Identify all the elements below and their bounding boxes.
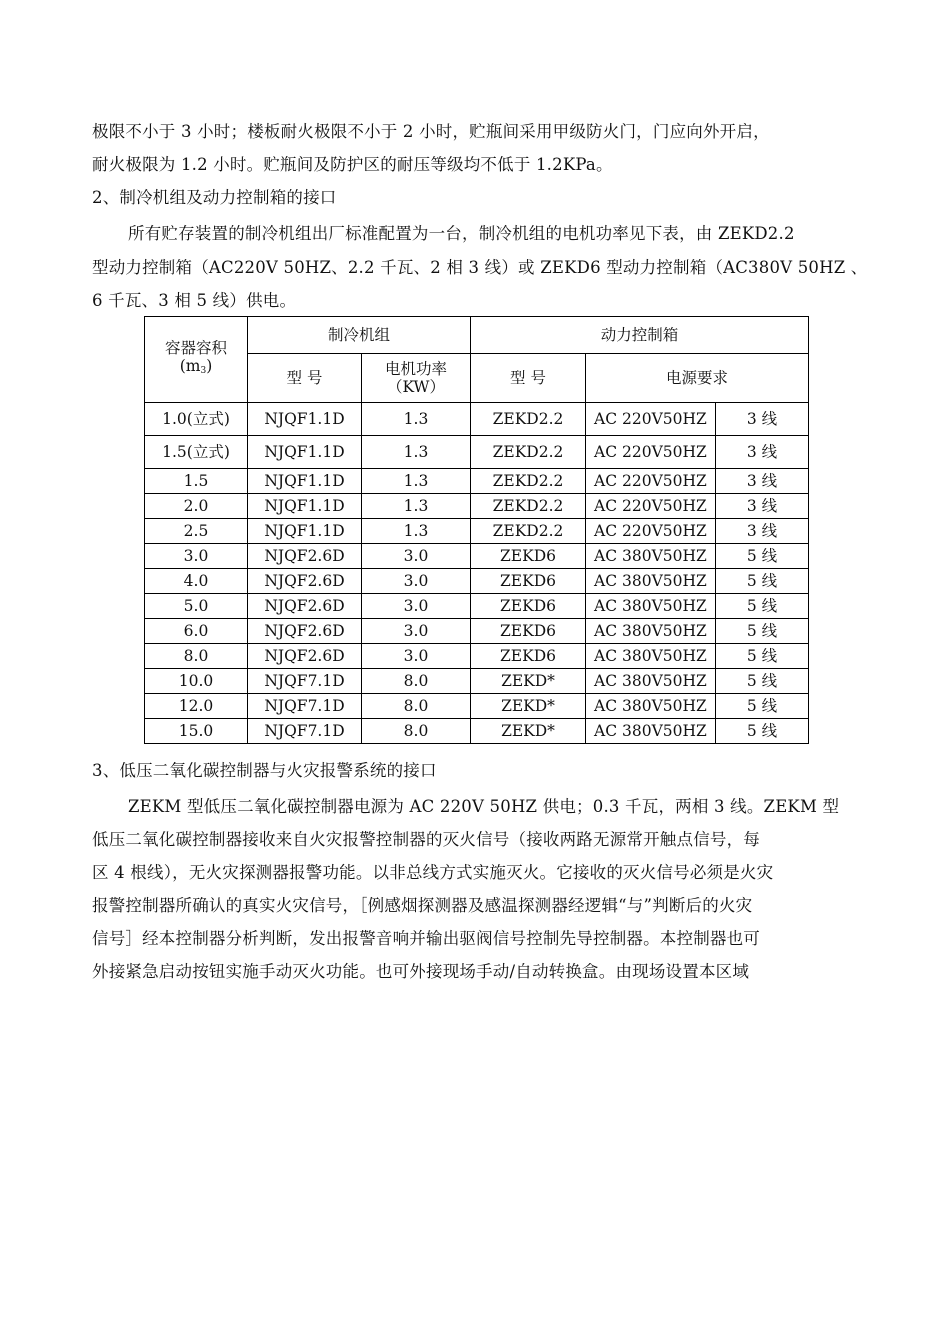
power-cell: 3.0 [362, 569, 471, 594]
box-model-cell: ZEKD6 [471, 619, 586, 644]
model-cell: NJQF7.1D [248, 694, 362, 719]
table-row [145, 669, 809, 694]
power-requirement-header: 电源要求 [586, 354, 809, 403]
supply-cell: AC 380V50HZ [586, 719, 716, 744]
wires-cell: 5 线 [716, 644, 809, 669]
power-cell: 1.3 [362, 469, 471, 494]
wires-cell: 3 线 [716, 519, 809, 544]
volume-cell: 2.0 [145, 494, 248, 519]
wires-cell: 5 线 [716, 719, 809, 744]
model-cell: NJQF2.6D [248, 569, 362, 594]
supply-cell: AC 220V50HZ [586, 494, 716, 519]
model-cell: NJQF1.1D [248, 403, 362, 436]
box-model-cell: ZEKD2.2 [471, 436, 586, 469]
volume-cell: 10.0 [145, 669, 248, 694]
volume-cell: 3.0 [145, 544, 248, 569]
power-cell: 1.3 [362, 519, 471, 544]
wires-cell: 5 线 [716, 569, 809, 594]
wires-cell: 3 线 [716, 469, 809, 494]
wires-cell: 5 线 [716, 544, 809, 569]
supply-cell: AC 380V50HZ [586, 594, 716, 619]
volume-cell: 1.5(立式) [145, 436, 248, 469]
model-cell: NJQF2.6D [248, 594, 362, 619]
model-cell: NJQF1.1D [248, 469, 362, 494]
table-row [145, 519, 809, 544]
box-model-cell: ZEKD6 [471, 544, 586, 569]
volume-header: 容器容积 [164, 339, 227, 357]
volume-cell: 1.0(立式) [145, 403, 248, 436]
section-heading-3: 3、低压二氧化碳控制器与火灾报警系统的接口 [92, 761, 437, 780]
volume-cell: 6.0 [145, 619, 248, 644]
supply-cell: AC 220V50HZ [586, 403, 716, 436]
table-row [145, 619, 809, 644]
box-model-cell: ZEKD6 [471, 644, 586, 669]
paragraph-1-line-1: 极限不小于 3 小时；楼板耐火极限不小于 2 小时，贮瓶间采用甲级防火门，门应向外开启， [92, 122, 770, 141]
volume-cell: 15.0 [145, 719, 248, 744]
box-model-cell: ZEKD2.2 [471, 519, 586, 544]
control-box-group-header: 动力控制箱 [471, 317, 809, 354]
volume-cell: 4.0 [145, 569, 248, 594]
model-cell: NJQF1.1D [248, 519, 362, 544]
supply-cell: AC 380V50HZ [586, 644, 716, 669]
wires-cell: 3 线 [716, 403, 809, 436]
table-row [145, 569, 809, 594]
table-row [145, 644, 809, 669]
section-heading-2: 2、制冷机组及动力控制箱的接口 [92, 188, 337, 207]
table-row [145, 694, 809, 719]
model-cell: NJQF1.1D [248, 494, 362, 519]
wires-cell: 5 线 [716, 594, 809, 619]
volume-cell: 2.5 [145, 519, 248, 544]
motor-power-header: 电机功率 （KW） [362, 354, 471, 403]
paragraph-2-line-3: 6 千瓦、3 相 5 线）供电。 [92, 291, 297, 310]
table-row [145, 436, 809, 469]
refrigeration-spec-table [144, 316, 809, 744]
wires-cell: 5 线 [716, 619, 809, 644]
wires-cell: 3 线 [716, 494, 809, 519]
model-cell: NJQF7.1D [248, 669, 362, 694]
supply-cell: AC 220V50HZ [586, 519, 716, 544]
power-cell: 8.0 [362, 694, 471, 719]
box-model-header: 型 号 [471, 354, 586, 403]
paragraph-2-line-1: 所有贮存装置的制冷机组出厂标准配置为一台，制冷机组的电机功率见下表，由 ZEKD2.2 [128, 224, 795, 243]
wires-cell: 5 线 [716, 694, 809, 719]
power-cell: 3.0 [362, 619, 471, 644]
table-row [145, 544, 809, 569]
supply-cell: AC 380V50HZ [586, 694, 716, 719]
table-row [145, 494, 809, 519]
volume-cell: 1.5 [145, 469, 248, 494]
model-header: 型 号 [248, 354, 362, 403]
refrigeration-group-header: 制冷机组 [248, 317, 471, 354]
paragraph-1-line-2: 耐火极限为 1.2 小时。贮瓶间及防护区的耐压等级均不低于 1.2KPa。 [92, 155, 613, 174]
box-model-cell: ZEKD* [471, 669, 586, 694]
box-model-cell: ZEKD* [471, 719, 586, 744]
supply-cell: AC 380V50HZ [586, 669, 716, 694]
model-cell: NJQF2.6D [248, 644, 362, 669]
model-cell: NJQF7.1D [248, 719, 362, 744]
volume-cell: 5.0 [145, 594, 248, 619]
supply-cell: AC 220V50HZ [586, 436, 716, 469]
power-cell: 3.0 [362, 594, 471, 619]
power-cell: 1.3 [362, 403, 471, 436]
paragraph-3-line-1: ZEKM 型低压二氧化碳控制器电源为 AC 220V 50HZ 供电；0.3 千瓦，两相 3 线。ZEKM 型 [128, 797, 840, 816]
wires-cell: 3 线 [716, 436, 809, 469]
paragraph-2-line-2: 型动力控制箱（AC220V 50HZ、2.2 千瓦、2 相 3 线）或 ZEKD6 型动力控制箱（AC380V 50HZ 、 [92, 258, 868, 277]
supply-cell: AC 220V50HZ [586, 469, 716, 494]
volume-cell: 12.0 [145, 694, 248, 719]
table-row [145, 469, 809, 494]
supply-cell: AC 380V50HZ [586, 619, 716, 644]
table-row [145, 719, 809, 744]
table-row [145, 403, 809, 436]
power-cell: 1.3 [362, 494, 471, 519]
paragraph-3-line-6: 外接紧急启动按钮实施手动灭火功能。也可外接现场手动/自动转换盒。由现场设置本区域 [92, 962, 750, 981]
volume-cell: 8.0 [145, 644, 248, 669]
supply-cell: AC 380V50HZ [586, 544, 716, 569]
supply-cell: AC 380V50HZ [586, 569, 716, 594]
volume-header-cell [145, 317, 248, 403]
paragraph-3-line-4: 报警控制器所确认的真实火灾信号，［例感烟探测器及感温探测器经逻辑“与”判断后的火灾 [92, 896, 753, 915]
model-cell: NJQF2.6D [248, 544, 362, 569]
box-model-cell: ZEKD2.2 [471, 494, 586, 519]
power-cell: 8.0 [362, 669, 471, 694]
model-cell: NJQF2.6D [248, 619, 362, 644]
wires-cell: 5 线 [716, 669, 809, 694]
power-cell: 8.0 [362, 719, 471, 744]
model-cell: NJQF1.1D [248, 436, 362, 469]
box-model-cell: ZEKD6 [471, 569, 586, 594]
volume-unit: $(m_3)$ [179, 357, 213, 376]
box-model-cell: ZEKD* [471, 694, 586, 719]
box-model-cell: ZEKD6 [471, 594, 586, 619]
power-cell: 3.0 [362, 644, 471, 669]
power-cell: 3.0 [362, 544, 471, 569]
paragraph-3-line-2: 低压二氧化碳控制器接收来自火灾报警控制器的灭火信号（接收两路无源常开触点信号，每 [92, 830, 760, 849]
box-model-cell: ZEKD2.2 [471, 403, 586, 436]
power-cell: 1.3 [362, 436, 471, 469]
paragraph-3-line-3: 区 4 根线），无火灾探测器报警功能。以非总线方式实施灭火。它接收的灭火信号必须是火灾 [92, 863, 774, 882]
paragraph-3-line-5: 信号］经本控制器分析判断，发出报警音响并输出驱阀信号控制先导控制器。本控制器也可 [92, 929, 760, 948]
box-model-cell: ZEKD2.2 [471, 469, 586, 494]
table-row [145, 594, 809, 619]
